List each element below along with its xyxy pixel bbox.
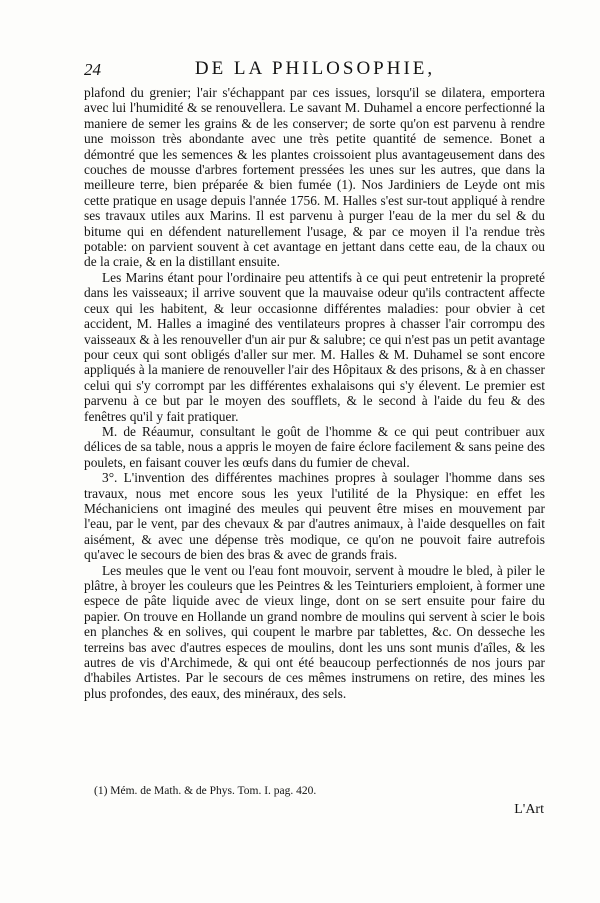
running-title: DE LA PHILOSOPHIE, <box>194 58 436 79</box>
paragraph-5: Les meules que le vent ou l'eau font mouvoir, servent à moudre le bled, à piler le plâtre, à broyer les couleurs que les Peintres & les Teinturiers emploient, à former une espece de pâte liquide avec de vieux linge, dont on se sert ensuite pour faire du papier. On trouve en Hollande un grand nombre de moulins qui servent à scier le bois en planches & en solives, qui coupent le marbre par tablettes, &c. On desseche les terreins bas avec d'autres especes de moulins, dont les uns sont munis d'aîles, & les autres de vis d'Archimede, & qui ont été beaucoup perfectionnés de nos jours par d'habiles Artistes. Par le secours de ces mêmes instrumens on retire, des mines les plus profondes, des eaux, des minéraux, des sels. <box>84 562 545 701</box>
footnote: (1) Mém. de Math. & de Phys. Tom. I. pag. 420. <box>94 785 317 797</box>
paragraph-4: 3°. L'invention des différentes machines propres à soulager l'homme dans ses travaux, nous met encore sous les yeux l'utilité de la Physique: en effet les Méchaniciens ont imaginé des meules qui peuvent être mises en mouvement par l'eau, par le vent, par des chevaux & par d'autres animaux, à l'aide desquelles on fait aisément, & avec une dépense très modique, ce qu'on ne pouvoit faire autrefois qu'avec le secours de bien des bras & avec de grands frais. <box>84 470 545 563</box>
paragraph-3: M. de Réaumur, consultant le goût de l'homme & ce qui peut contribuer aux délices de sa table, nous a appris le moyen de faire éclore facilement & sans peine des poulets, en faisant couver les œufs dans du fumier de cheval. <box>84 423 545 470</box>
page-header <box>84 58 546 84</box>
body-text <box>84 85 545 701</box>
paragraph-2: Les Marins étant pour l'ordinaire peu attentifs à ce qui peut entretenir la propreté dans les vaisseaux; il arrive souvent que la mauvaise odeur qu'ils contractent affecte ceux qui les habitent, & leur occasionne différentes maladies: pour obvier à cet accident, M. Halles a imaginé des ventilateurs propres à chasser l'air corrompu des vaisseaux & à les renouveller d'un air pur & salubre; ce qui n'est pas un petit avantage pour ceux qui sont obligés d'aller sur mer. M. Halles & M. Duhamel se sont encore appliqués à la maniere de renouveller l'air des Hôpitaux & des prisons, & à en chasser celui qui s'y corrompt par les différentes exhalaisons qui s'y élevent. Le premier est parvenu à ce but par le moyen des soufflets, & le second à l'aide du feu & des fenêtres qu'il y fait pratiquer. <box>84 269 545 424</box>
paragraph-1: plafond du grenier; l'air s'échappant par ces issues, lorsqu'il se dilatera, emportera avec lui l'humidité & se renouvellera. Le savant M. Duhamel a encore perfectionné la maniere de semer les grains & de les conserver; de sorte qu'on est parvenu à rendre une moisson très abondante avec une très petite quantité de semence. Bonet a démontré que les semences & les plantes croissoient plus avantageusement dans des couches de mousse d'arbres fortement pressées les unes sur les autres, que dans la meilleure terre, bien préparée & bien fumée (1). Nos Jardiniers de Leyde ont mis cette pratique en usage depuis l'année 1756. M. Halles s'est sur-tout appliqué à rendre ses travaux utiles aux Marins. Il est parvenu à purger l'eau de la mer du sel & du bitume qui en défendent naturellement l'usage, & par ce moyen il l'a rendue très potable: on parvient souvent à cet avantage en jettant dans cette eau, de la chaux ou de la craie, & en la distillant ensuite. <box>84 85 545 270</box>
page-number: 24 <box>84 60 101 79</box>
catchword: L'Art <box>514 802 544 817</box>
